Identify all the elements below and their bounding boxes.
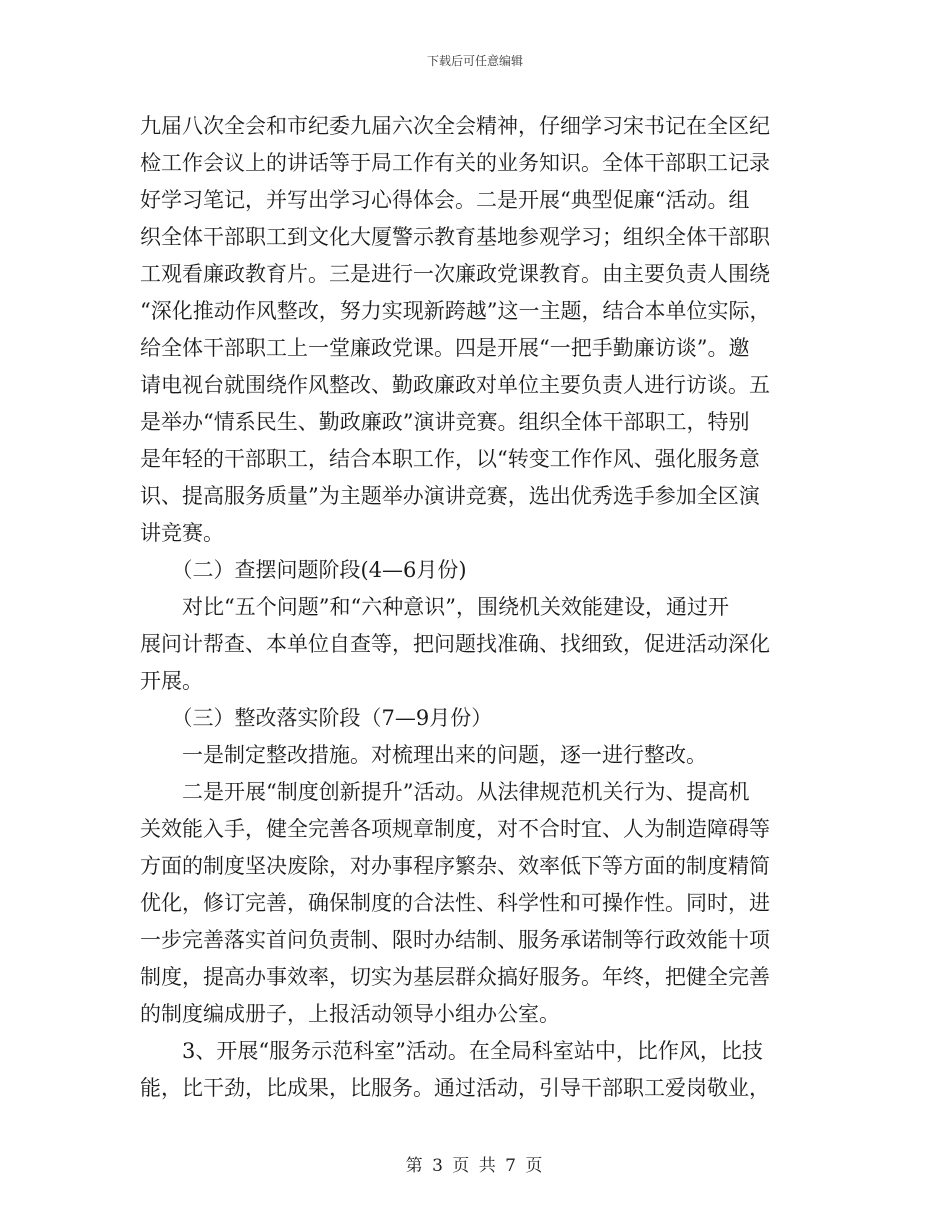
text-line: 的制度编成册子，上报活动领导小组办公室。	[140, 1002, 560, 1026]
text-line: 是举办“情系民生、勤政廉政”演讲竞赛。组织全体干部职工，特别	[140, 410, 750, 434]
text-line: “深化推动作风整改，努力实现新跨越”这一主题，结合本单位实际，	[140, 299, 771, 323]
text-line: 开展。	[140, 669, 203, 693]
text-line: 二是开展“制度创新提升”活动。从法律规范机关行为、提高机	[140, 780, 750, 804]
text-line: 是年轻的干部职工，结合本职工作，以“转变工作作风、强化服务意	[140, 447, 760, 471]
text-line: 对比“五个问题”和“六种意识”，围绕机关效能建设，通过开	[140, 595, 729, 619]
text-line: 展问计帮查、本单位自查等，把问题找准确、找细致，促进活动深化	[140, 632, 770, 656]
text-line: 优化，修订完善，确保制度的合法性、科学性和可操作性。同时，进	[140, 891, 770, 915]
text-line: 方面的制度坚决废除，对办事程序繁杂、效率低下等方面的制度精简	[140, 854, 770, 878]
section-heading: （三）整改落实阶段（7—9月份）	[140, 706, 493, 730]
text-line: 织全体干部职工到文化大厦警示教育基地参观学习；组织全体干部职	[140, 225, 770, 249]
text-line: 给全体干部职工上一堂廉政党课。四是开展“一把手勤廉访谈”。邀	[140, 336, 750, 360]
text-line: 关效能入手，健全完善各项规章制度，对不合时宜、人为制造障碍等	[140, 817, 770, 841]
text-line: 3、开展“服务示范科室”活动。在全局科室站中，比作风，比技	[140, 1039, 763, 1063]
text-line: 检工作会议上的讲话等于局工作有关的业务知识。全体干部职工记录	[140, 151, 770, 175]
text-line: 一是制定整改措施。对梳理出来的问题，逐一进行整改。	[140, 743, 707, 767]
section-heading: （二）查摆问题阶段(4—6月份)	[140, 558, 467, 582]
text-line: 识、提高服务质量”为主题举办演讲竞赛，选出优秀选手参加全区演	[140, 484, 760, 508]
page-header: 下载后可任意编辑	[426, 54, 523, 68]
text-line: 能，比干劲，比成果，比服务。通过活动，引导干部职工爱岗敬业，	[140, 1076, 770, 1100]
text-line: 工观看廉政教育片。三是进行一次廉政党课教育。由主要负责人围绕	[140, 262, 770, 286]
text-line: 好学习笔记，并写出学习心得体会。二是开展“典型促廉“活动。组	[140, 188, 750, 212]
text-line: 讲竞赛。	[140, 521, 224, 545]
text-line: 一步完善落实首问负责制、限时办结制、服务承诺制等行政效能十项	[140, 928, 770, 952]
text-line: 请电视台就围绕作风整改、勤政廉政对单位主要负责人进行访谈。五	[140, 373, 770, 397]
page-footer: 第 3 页 共 7 页	[405, 1156, 545, 1176]
document-body	[140, 108, 800, 1107]
text-line: 九届八次全会和市纪委九届六次全会精神，仔细学习宋书记在全区纪	[140, 114, 770, 138]
text-line: 制度，提高办事效率，切实为基层群众搞好服务。年终，把健全完善	[140, 965, 770, 989]
